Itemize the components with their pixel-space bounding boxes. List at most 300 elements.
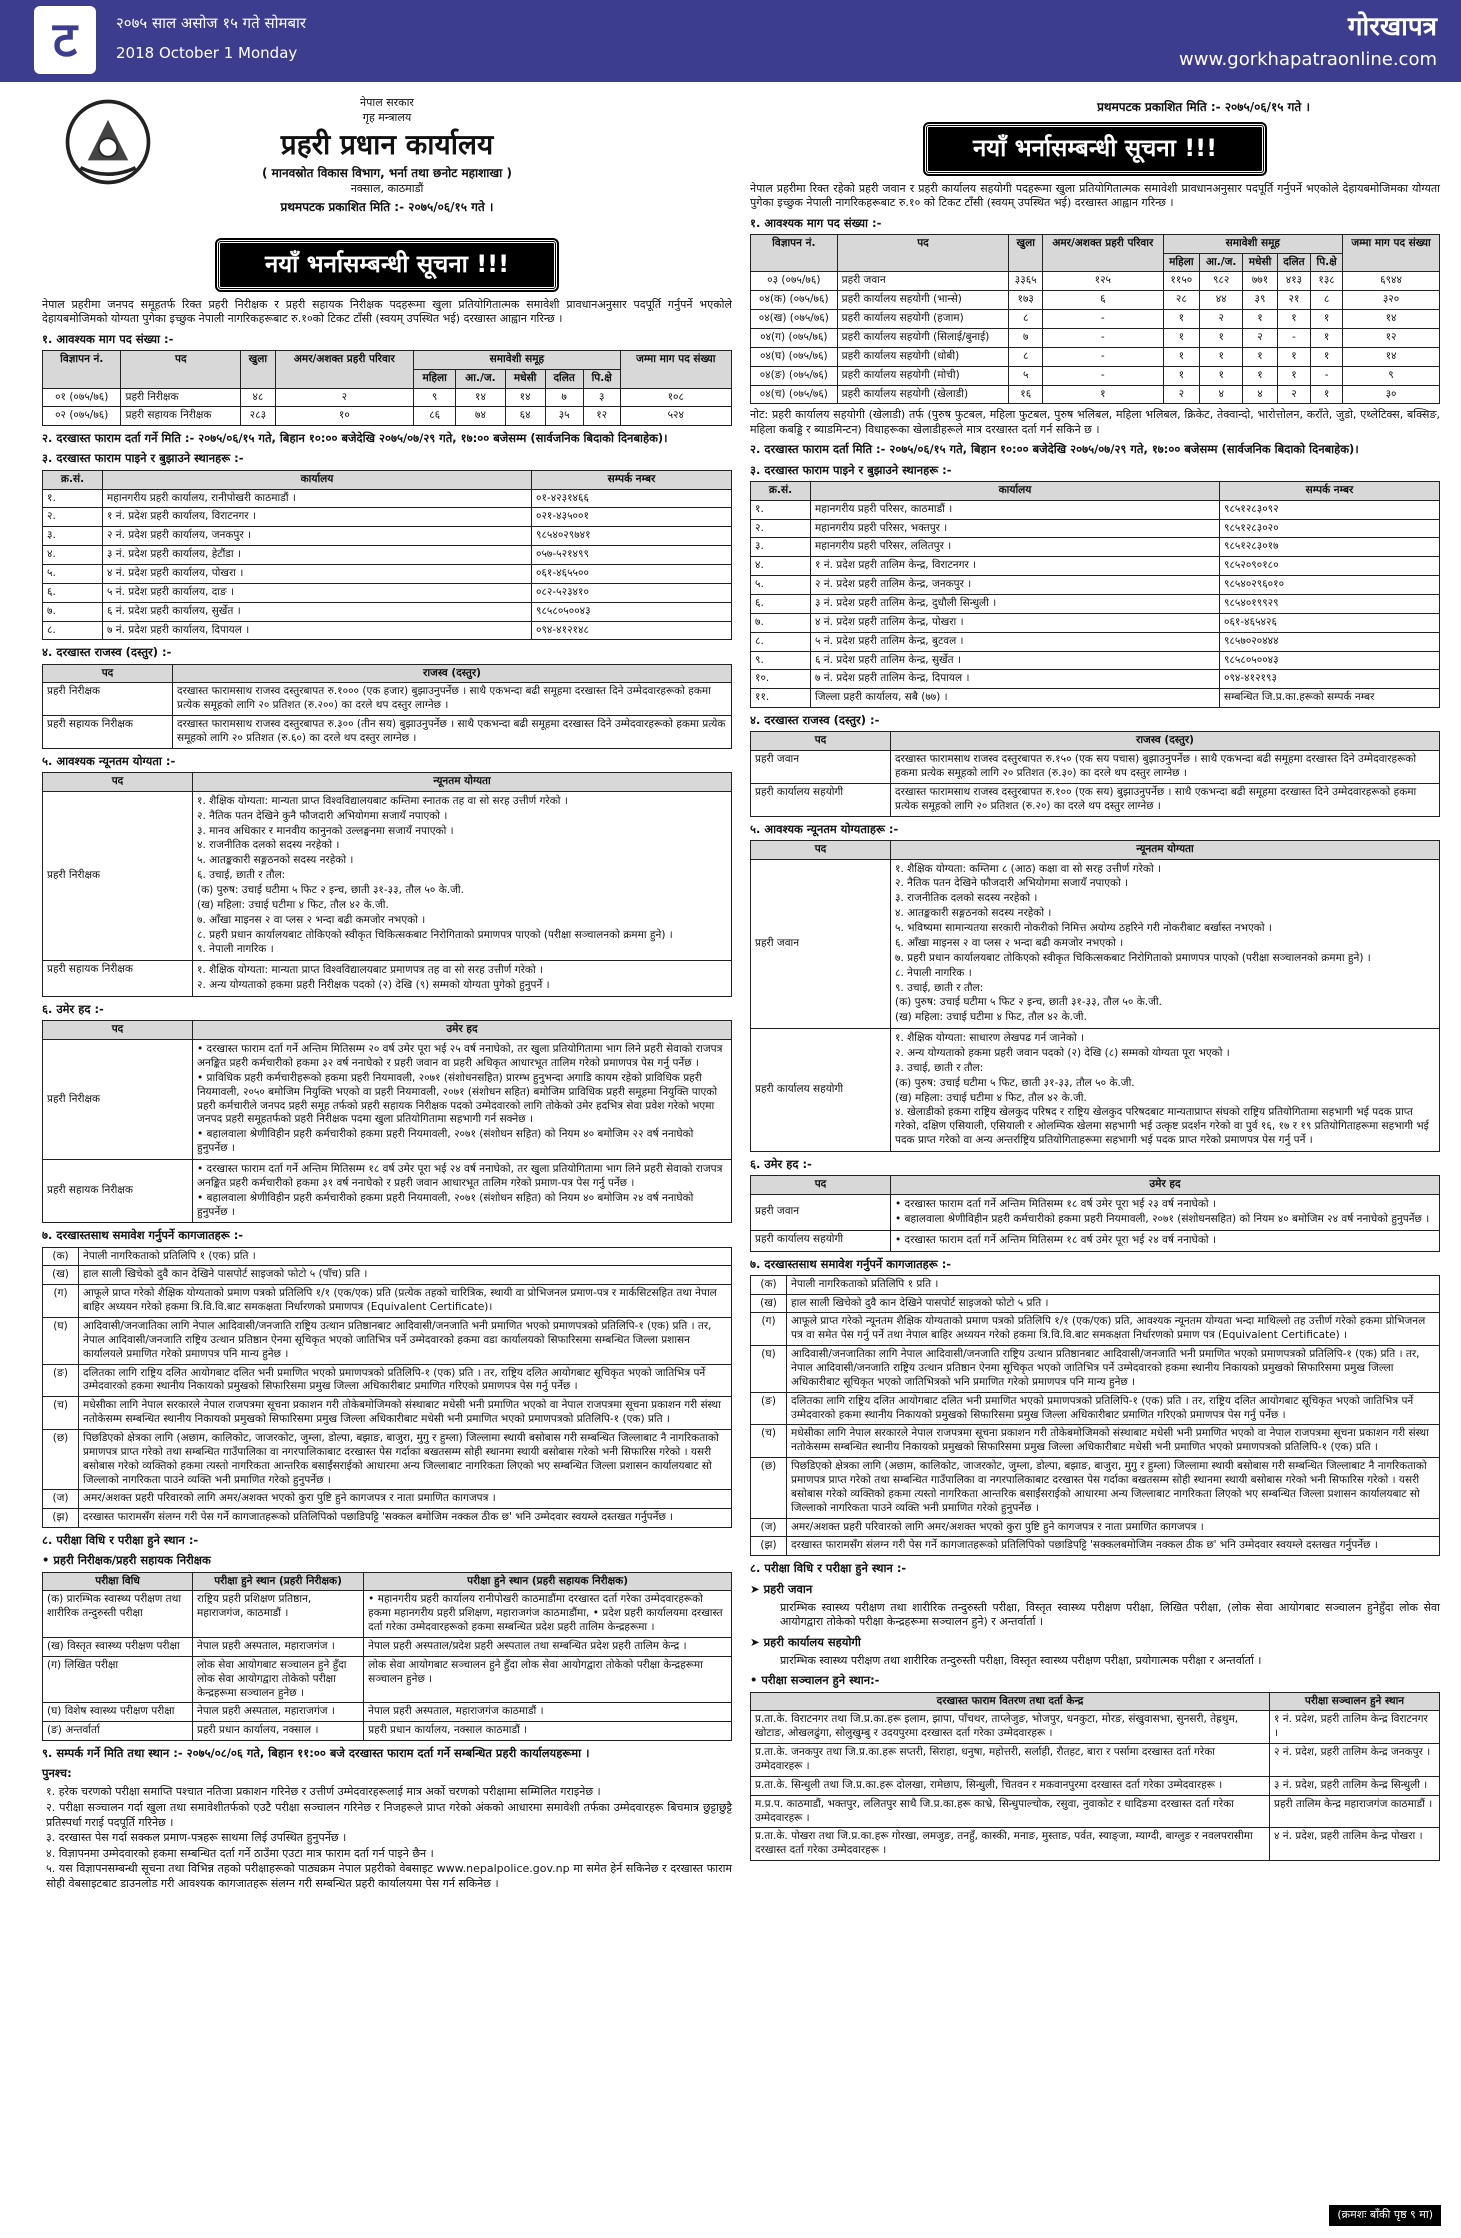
table-row [751,557,1440,576]
table-row [43,1656,732,1703]
table-cell: (ख) विस्तृत स्वास्थ्य परीक्षण परीक्षा [43,1637,193,1656]
list-item: २. अन्य योग्यताको हकमा प्रहरी जवान पदको (२) देखि (८) सम्मको योग्यता पूरा भएको । [895,1046,1230,1059]
table-cell: ०५७-५२१४९९ [532,546,732,565]
table-cell: ०८२-५२३४१० [532,583,732,602]
table-cell: प्र.ता.के. विराटनगर तथा जि.प्र.का.हरू इलाम, झापा, पाँचथर, ताप्लेजुङ, भोजपुर, धनकुटा, मोरङ, संखुवासभा, सुनसरी, तेह्रथुम, खोटाङ, ओखलढुंगा, सोलुखुम्बु र उदयपुरमा दरखास्त दर्ता गरेका उम्मेदवारहरू । [751,1711,1270,1744]
table-cell: ४ नं. प्रदेश प्रहरी कार्यालय, पोखरा । [103,564,532,583]
notice-banner: नयाँ भर्नासम्बन्धी सूचना !!! [925,124,1265,174]
table-cell: ३ [583,388,620,407]
table-cell: प्रहरी कार्यालय सहयोगी (खेलाडी) [837,385,1009,404]
table-cell: (ग) लिखित परीक्षा [43,1656,193,1703]
table-row [43,602,732,621]
table-cell: (छ) [43,1430,79,1490]
table-cell: महानगरीय प्रहरी परिसर, भक्तपुर । [811,519,1220,538]
table-row [751,670,1440,689]
table-row [43,546,732,565]
table-cell: ९८५४०२९७४१ [532,527,732,546]
table-cell: हाल साली खिचेको दुवै कान देखिने पासपोर्ट साइजको फोटो ५ (पाँच) प्रति । [79,1266,732,1285]
list-item: • बहालवाला श्रेणीविहीन प्रहरी कर्मचारीको हकमा प्रहरी नियमावली, २०७१ (संशोधन सहित) को नियम ४० बमोजिम २४ वर्ष ननाघेको हुनुपर्नेछ । [197,1191,694,1218]
table-row [751,347,1440,366]
table-cell: प्रहरी कार्यालय सहयोगी [751,783,891,816]
nepal-emblem-icon [62,96,154,188]
table-row [751,385,1440,404]
table-cell: १० [275,407,413,426]
table-cell: प्रहरी सहायक निरीक्षक [121,407,241,426]
list-item: ९. उचाई, छाती र तौल: [895,981,984,994]
list-item: ३. दरखास्त पेस गर्दा सक्कल प्रमाण-पत्रहरू साथमा लिई उपस्थित हुनुपर्नेछ । [46,1831,347,1845]
table-cell: ८. [751,632,811,651]
table-cell: नेपाल प्रहरी अस्पताल, महाराजगंज काठमाडौं । [364,1703,732,1722]
table-cell: ३२० [1343,291,1440,310]
table-cell: ८. [43,621,103,640]
table-row [751,613,1440,632]
table-cell: (ख) [43,1266,79,1285]
section-heading: ४. दरखास्त राजस्व (दस्तुर) :- [750,713,880,728]
ministry-line: गृह मन्त्रालय [362,110,412,124]
table-row [751,1392,1440,1425]
table-cell: दरखास्त फारामसँग संलग्न गरी पेस गर्ने कागजातहरूको प्रतिलिपिको पछाडिपट्टि 'सक्कलबमोजिम नक्कल ठीक छ' भनि उम्मेदवार स्वयम्ले दस्तखत गर्नुपर्नेछ । [787,1537,1440,1556]
table-cell: १ नं. प्रदेश प्रहरी तालिम केन्द्र, विराटनगर । [811,557,1220,576]
table-cell: (झ) [43,1509,79,1528]
table-cell: प्र.ता.के. पोखरा तथा जि.प्र.का.हरू गोरखा, लमजुङ, तनहुँ, कास्की, मनाङ, मुस्ताङ, पर्वत, स्याङ्जा, म्याग्दी, बाग्लुङ र नवलपरासीमा दरखास्त दर्ता गरेका उम्मेदवारहरू । [751,1828,1270,1861]
table-cell: ६४ [505,407,545,426]
table-cell: अमर/अशक्त प्रहरी परिवारको लागि अमर/अशक्त भएको कुरा पुष्टि हुने कागजपत्र र नाता प्रमाणित कागजपत्र । [79,1490,732,1509]
age-table: पद उमेर हद प्रहरी निरीक्षक • दरखास्त फाराम दर्ता गर्ने अन्तिम मितिसम्म २० वर्ष उमेर पूरा भई २५ वर्ष ननाघेको, तर खुला प्रतियोगितामा भाग लिने प्रहरी सेवाको राजपत्र अनङ्कित प्रहरी कर्मचारीको हकमा ३२ वर्ष ननाघेको र प्रहरी जवान वा प्रहरी अधिकृत आधारभूत तालिम गरेको प्रमाणपत्र पेस गर्नु पर्नेछ । • प्राविधिक प्रहरी कर्मचारीहरूको हकमा प्रहरी नियमावली, २०७१ (संशोधनसहित) प्रारम्भ हुनुभन्दा अगाडि कायम रहेको प्राविधिक प्रहरी नियमावली, २०५० बमोजिम नियुक्ति भएको वा प्रहरी नियमावली, २०७१ (संशोधन सहित) बमोजिम प्राविधिक प्रहरी समूहमा नियुक्ति पाएको प्रहरी कर्मचारीले जनपद प्रहरी समूह तर्फको प्रहरी सहायक निरीक्षक पदको उम्मेदवारको लागि तोकेको उमेर हदभित्र सेवा प्रवेश गरेको भएमा जनपद प्रहरी समूहतर्फको प्रहरी निरीक्षक पदमा खुला प्रतियोगितामा सहभागी गर्न सक्नेछ । • बहालवाला श्रेणीविहीन प्रहरी कर्मचारीको हकमा प्रहरी नियमावली, २०७१ (संशोधन सहित) को नियम ४० बमोजिम २२ वर्ष ननाघेको हुनुपर्नेछ । प्रहरी सहायक निरीक्षक • दरखास्त फाराम दर्ता गर्ने अन्तिम मितिसम्म १८ वर्ष उमेर पूरा भई २४ वर्ष ननाघेको, तर खुला प्रतियोगितामा भाग लिने प्रहरी सेवाको राजपत्र अनङ्कित प्रहरी कर्मचारीको हकमा ३१ वर्ष ननाघेको र प्रहरी जवान आधारभूत तालिम गरेको प्रमाण-पत्र पेस गर्नु पर्नेछ । • बहालवाला श्रेणीविहीन प्रहरी कर्मचारीको हकमा प्रहरी नियमावली, २०७१ (संशोधन सहित) को नियम ४० बमोजिम २४ वर्ष ननाघेको हुनुपर्नेछ । [42,1020,732,1223]
table-cell: १०८ [620,388,731,407]
office-table: क्र.सं. कार्यालय सम्पर्क नम्बर १. महानगरीय प्रहरी कार्यालय, रानीपोखरी काठमाडौं । ०१-४२३१४६६ २. १ नं. प्रदेश प्रहरी कार्यालय, विराटनगर । ०२१-४३५००१ ३. २ नं. प्रदेश प्रहरी कार्यालय, जनकपुर । ९८५४०२९७४१ ४. ३ नं. प्रदेश प्रहरी कार्यालय, हेटौंडा । ०५७-५२१४९९ ५. ४ नं. प्रदेश प्रहरी कार्यालय, पोखरा । ०६१-४६५५०० ६. ५ नं. प्रदेश प्रहरी कार्यालय, दाङ । ०८२-५२३४१० ७. ६ नं. प्रदेश प्रहरी कार्यालय, सुर्खेत । ९८५८०५००४३ ८. ७ नं. प्रदेश प्रहरी कार्यालय, दिपायल । ०९४-४१२१४८ [42,470,732,641]
table-cell: नेपाल प्रहरी अस्पताल/प्रदेश प्रहरी अस्पताल तथा सम्बन्धित प्रदेश प्रहरी तालिम केन्द्र । [364,1637,732,1656]
table-row [751,310,1440,329]
table-cell: दरखास्त फारामसँग संलग्न गरी पेस गर्ने कागजातहरूको प्रतिलिपिको पछाडिपट्टि 'सक्कल बमोजिम नक्कल ठीक छ' भनि उम्मेदवार स्वयम्ले दस्तखत गर्नुपर्नेछ । [79,1509,732,1528]
notes-list [42,1785,732,1891]
table-cell: ०४(ङ) (०७५/७६) [751,366,838,385]
list-item: ८. प्रहरी प्रधान कार्यालयबाट तोकिएको स्वीकृत चिकित्सकबाट निरोगिताको प्रमाणपत्र पाएको (परीक्षा सञ्चालनको क्रममा हुने) । [197,928,673,941]
table-cell: १ [1163,347,1200,366]
table-cell: ६. [751,594,811,613]
table-cell: ०१-४२३१४६६ [532,489,732,508]
demand-table: विज्ञापन नं. पद खुला अमर/अशक्त प्रहरी परिवार समावेशी समूह जम्मा माग पद संख्या महिला आ./ज. मधेसी दलित पि.क्षे ०१ (०७५/७६) प्रहरी निरीक्षक ४८ २ ९ १४ १४ ७ ३ १०८ ०२ (०७५/७६) प्रहरी सहायक निरीक्षक २८३ १० ८६ ७४ ६४ ३५ १२ ५२४ [42,350,732,426]
table-cell: १ [1163,329,1200,348]
list-item: ८. नेपाली नागरिक । [895,966,972,979]
list-item: (क) पुरुष: उचाई घटीमा ५ फिट २ इन्च, छाती ३१-३३, तौल ५० के.जी. [197,884,464,897]
table-cell: आदिवासी/जनजातिका लागि नेपाल आदिवासी/जनजाति राष्ट्रिय उत्थान प्रतिष्ठानबाट आदिवासी/जनजाति भनी प्रमाणित भएको प्रमाणपत्रको प्रतिलिपि-१ (एक) प्रति । तर, नेपाल आदिवासी/जनजाति राष्ट्रिय उत्थान प्रतिष्ठान ऐनमा सूचिकृत भएको जातिभित्र पर्ने उम्मेदवारको हकमा स्थानीय निकायको प्रमुखको सिफारिसमा प्रमुख जिल्ला अधिकारीबाट सूचिकृत भएको जातिभित्रको भनि प्रमाणित गरेको प्रमाणपत्र पनि मान्य हुनेछ । [787,1346,1440,1393]
paper-url[interactable]: www.gorkhapatraonline.com [1179,49,1437,70]
list-item: ६. उचाई, छाती र तौल: [197,869,286,882]
section-heading: २. दरखास्त फाराम दर्ता गर्ने मिति :- २०७५/०६/१५ गते, बिहान १०:०० बजेदेखि २०७५/०७/२९ गते, १७:०० बजेसम्म (सार्वजनिक बिदाको दिनबाहेक)। [42,431,668,446]
table-row [751,783,1440,816]
table-cell: लोक सेवा आयोगबाट सञ्चालन हुने हुँदा लोक सेवा आयोगद्वारा तोकेको परीक्षा केन्द्रहरूमा सञ्चालन हुनेछ । [193,1656,364,1703]
list-item: २. अन्य योग्यताको हकमा प्रहरी निरीक्षक पदको (२) देखि (९) सम्मको योग्यता पुगेको हुनुपर्ने । [197,979,550,992]
table-cell: सम्बन्धित जि.प्र.का.हरूको सम्पर्क नम्बर [1220,689,1440,708]
table-cell: १४ [1343,310,1440,329]
table-cell: ९८५१२८३०९२ [1220,500,1440,519]
table-cell: १ [1311,310,1343,329]
table-cell: २ [1200,310,1243,329]
table-cell: प्रहरी कार्यालय सहयोगी (सिलाई/बुनाई) [837,329,1009,348]
table-cell: ५ नं. प्रदेश प्रहरी कार्यालय, दाङ । [103,583,532,602]
table-cell: ९८५८०५००४३ [532,602,732,621]
table-row [43,716,732,749]
table-row [43,407,732,426]
masthead-date-en: 2018 October 1 Monday [116,44,298,62]
table-cell: १ [1243,366,1278,385]
table-cell: (च) [43,1397,79,1430]
list-item: (क) पुरुष: उचाई घटीमा ५ फिट २ इन्च, छाती ३१-३३, तौल ५० के.जी. [895,996,1162,1009]
table-cell: २ नं. प्रदेश, प्रहरी तालिम केन्द्र जनकपुर । [1270,1744,1440,1777]
demand-table: विज्ञापन नं. पद खुला अमर/अशक्त प्रहरी परिवार समावेशी समूह जम्मा माग पद संख्या महिला आ./ज. मधेसी दलित पि.क्षे ०३ (०७५/७६) प्रहरी जवान ३३६५ १२५ ११५० ९८२ ७७१ ४१३ १३८ ६९४४ ०४(क) (०७५/७६) प्रहरी कार्यालय सहयोगी (भान्से) १७३ ६ २८ ४४ ३९ २१ ८ ३२० ०४(ख) (०७५/७६) प्रहरी कार्यालय सहयोगी (हजाम) ८ - १ २ १ १ १ १४ ०४(ग) (०७५/७६) प्रहरी कार्यालय सहयोगी (सिलाई/बुनाई) ७ - १ १ २ - १ १२ ०४(घ) (०७५/७६) प्रहरी कार्यालय सहयोगी (धोबी) ८ - १ १ १ १ १ १४ ०४(ङ) (०७५/७६) प्रहरी कार्यालय सहयोगी (मोची) ५ - १ १ १ १ - ९ ०४(च) (०७५/७६) प्रहरी कार्यालय सहयोगी (खेलाडी) १६ १ २ ४ ४ २ १ ३० [750,234,1440,405]
table-cell: (घ) विशेष स्वास्थ्य परीक्षण परीक्षा [43,1703,193,1722]
table-cell: ९८५१२८३०१७ [1220,538,1440,557]
table-cell: २ नं. प्रदेश प्रहरी तालिम केन्द्र, जनकपुर । [811,576,1220,595]
table-row [751,1537,1440,1556]
qualification-table: पद न्यूनतम योग्यता प्रहरी जवान १. शैक्षिक योग्यता: कम्तिमा ८ (आठ) कक्षा वा सो सरह उत्तीर्ण गरेको । २. नैतिक पतन देखिने फौजदारी अभियोगमा सजायँ नपाएको । ३. राजनीतिक दलको सदस्य नरहेको । ४. आतङ्ककारी सङ्गठनको सदस्य नरहेको । ५. भविष्यमा सामान्यतया सरकारी नोकरीको निमित्त अयोग्य ठहरिने गरी नोकरीबाट बर्खास्त नभएको । ६. आँखा माइनस २ वा प्लस २ भन्दा बढी कमजोर नभएको । ७. प्रहरी प्रधान कार्यालयबाट तोकिएको स्वीकृत चिकित्सकबाट निरोगिताको प्रमाणपत्र पाएको (परीक्षा सञ्चालनको क्रममा हुने) । ८. नेपाली नागरिक । ९. उचाई, छाती र तौल: (क) पुरुष: उचाई घटीमा ५ फिट २ इन्च, छाती ३१-३३, तौल ५० के.जी. (ख) महिला: उचाई घटीमा ४ फिट, तौल ४२ के.जी. प्रहरी कार्यालय सहयोगी १. शैक्षिक योग्यता: साधारण लेखपढ गर्न जानेको । २. अन्य योग्यताको हकमा प्रहरी जवान पदको (२) देखि (८) सम्मको योग्यता पूरा भएको । ३. उचाई, छाती र तौल: (क) पुरुष: उचाई घटीमा ५ फिट, छाती ३१-३३, तौल ५० के.जी. (ख) महिला: उचाई घटीमा ४ फिट, तौल ४२ के.जी. ४. खेलाडीको हकमा राष्ट्रिय खेलकुद परिषद र राष्ट्रिय खेलकुद परिषदबाट मान्यताप्राप्त संघको राष्ट्रिय प्रतियोगितामा सहभागी भई पदक प्राप्त गरेको, दक्षिण एसियाली, एसियाली र ओलम्पिक खेलमा सहभागी भई उत्कृष्ट प्रदर्शन गरेको वा पुर्व १६, १७ र १९ प्रतियोगिताहरूमा सहभागी भई पदक प्राप्त गरेको वा अन्य अन्तर्राष्ट्रिय प्रतियोगिताहरूमा सहभागी भई पदक प्राप्त गरेको प्रमाणपत्र पेस गर्नु पर्ने । [750,840,1440,1152]
table-cell: (छ) [751,1458,787,1518]
table-cell: (ज) [43,1490,79,1509]
table-cell: प्रहरी कार्यालय सहयोगी (हजाम) [837,310,1009,329]
table-cell: ४ नं. प्रदेश प्रहरी तालिम केन्द्र, पोखरा । [811,613,1220,632]
table-cell: ८ [1009,310,1043,329]
table-row [751,500,1440,519]
table-row [751,1518,1440,1537]
table-cell: (ग) [751,1313,787,1346]
table-cell: १ [1311,347,1343,366]
table-cell: म.प्र.प. काठमाडौं, भक्तपुर, ललितपुर साथै जि.प्र.का.हरू काभ्रे, सिन्धुपाल्चोक, रसुवा, नुवाकोट र धादिङमा दरखास्त दर्ता गरेका उम्मेदवारहरू । [751,1795,1270,1828]
table-cell: ४. [751,557,811,576]
continued-note: (क्रमशः बाँकी पृष्ठ ९ मा) [1329,2205,1441,2226]
table-cell: ९. [751,651,811,670]
right-notice [750,96,1440,1861]
table-row [43,1397,732,1430]
table-cell: - [1311,366,1343,385]
table-row [43,1637,732,1656]
section-heading: ३. दरखास्त फाराम पाइने र बुझाउने स्थानहरू :- [750,462,952,477]
table-cell: १३८ [1311,272,1343,291]
table-cell: ०४(ग) (०७५/७६) [751,329,838,348]
table-row [751,272,1440,291]
table-cell: ४८ [241,388,276,407]
table-cell: ११. [751,689,811,708]
list-item: ४. राजनीतिक दलको सदस्य नरहेको । [197,839,340,852]
table-cell: (घ) [751,1346,787,1393]
list-item: • बहालवाला श्रेणीविहीन प्रहरी कर्मचारीको हकमा प्रहरी नियमावली, २०७१ (संशोधन सहित) को नियम ४० बमोजिम २२ वर्ष ननाघेको हुनुपर्नेछ । [197,1128,694,1155]
table-cell: १२५ [1043,272,1163,291]
table-cell: (ख) [751,1294,787,1313]
table-cell: दरखास्त फारामसाथ राजस्व दस्तुरबापत रु.१०० (एक सय) बुझाउनुपर्नेछ । साथै एकभन्दा बढी समूहमा दरखास्त दिने उम्मेदवारहरूको हकमा प्रत्येक समूहको लागि २० प्रतिशत (रु.२०) का दरले थप दस्तुर लाग्नेछ । [891,783,1440,816]
table-cell: प्रहरी कार्यालय सहयोगी (भान्से) [837,291,1009,310]
table-row [751,632,1440,651]
table-cell: जिल्ला प्रहरी कार्यालय, सबै (७७) । [811,689,1220,708]
table-row [751,651,1440,670]
table-cell: (क) प्रारम्भिक स्वास्थ्य परीक्षण तथा शारीरिक तन्दुरुस्ती परीक्षा [43,1591,193,1638]
table-cell: दरखास्त फारामसाथ राजस्व दस्तुरबापत रु.१००० (एक हजार) बुझाउनुपर्नेछ । साथै एकभन्दा बढी समूहमा दरखास्त दिने उम्मेदवारहरूको हकमा प्रत्येक समूहको लागि २० प्रतिशत (रु.२००) का दरले थप दस्तुर लाग्नेछ । [173,683,732,716]
table-row [43,1318,732,1365]
list-item: ५. आतङ्ककारी सङ्गठनको सदस्य नरहेको । [197,854,354,867]
table-cell: १. [751,500,811,519]
place-line: नक्साल, काठमाडौं [350,181,424,195]
table-row [43,1591,732,1638]
table-row [751,366,1440,385]
fee-table: पद राजस्व (दस्तुर) प्रहरी निरीक्षक दरखास्त फारामसाथ राजस्व दस्तुरबापत रु.१००० (एक हजार) बुझाउनुपर्नेछ । साथै एकभन्दा बढी समूहमा दरखास्त दिने उम्मेदवारहरूको हकमा प्रत्येक समूहको लागि २० प्रतिशत (रु.२००) का दरले थप दस्तुर लाग्नेछ । प्रहरी सहायक निरीक्षक दरखास्त फारामसाथ राजस्व दस्तुरबापत रु.३०० (तीन सय) बुझाउनुपर्नेछ । साथै एकभन्दा बढी समूहमा दरखास्त दिने उम्मेदवारहरूको हकमा प्रत्येक समूहको लागि २० प्रतिशत (रु.६०) का दरले थप दस्तुर लाग्नेछ । [42,664,732,749]
list-item: ३. राजनीतिक दलको सदस्य नरहेको । [895,892,1038,905]
table-cell: नेपाली नागरिकताको प्रतिलिपि १ (एक) प्रति । [79,1247,732,1266]
table-cell: - [1043,329,1163,348]
table-cell: आफूले प्राप्त गरेको न्यूनतम शैक्षिक योग्यताको प्रमाण पत्रको प्रतिलिपि १/१ (एक/एक) प्रति, आवश्यक न्यूनतम योग्यता भन्दा माथिल्लो तह उत्तीर्ण गरेको हकमा प्रोभिजनल पत्र वा समेत पेस गर्नु पर्ने तथा नेपाल बाहिर अध्ययन गरेको हकमा त्रि.वि.वि.बाट समकक्षता निर्धारणको प्रमाण पत्र (Equivalent Certificate) । [787,1313,1440,1346]
table-row [43,1722,732,1741]
table-row [751,1744,1440,1777]
table-cell: ७ नं. प्रदेश प्रहरी कार्यालय, दिपायल । [103,621,532,640]
list-item: २. नैतिक पतन देखिने कुनै फौजदारी अभियोगमा सजायँ नपाएको । [197,809,448,822]
table-cell: ७. [751,613,811,632]
list-item: १. शैक्षिक योग्यता: कम्तिमा ८ (आठ) कक्षा वा सो सरह उत्तीर्ण गरेको । [895,862,1162,875]
table-row [751,1294,1440,1313]
section-heading: ४. दरखास्त राजस्व (दस्तुर) :- [42,645,172,660]
table-row [43,489,732,508]
table-row [43,1509,732,1528]
table-cell: (झ) [751,1537,787,1556]
table-row [43,1703,732,1722]
table-cell: ७ नं. प्रदेश प्रहरी तालिम केन्द्र, दिपायल । [811,670,1220,689]
section-heading: ६. उमेर हद :- [42,1002,104,1017]
table-cell: ३३६५ [1009,272,1043,291]
list-item: • दरखास्त फाराम दर्ता गर्ने अन्तिम मितिसम्म २० वर्ष उमेर पूरा भई २५ वर्ष ननाघेको, तर खुला प्रतियोगितामा भाग लिने प्रहरी सेवाको राजपत्र अनङ्कित प्रहरी कर्मचारीको हकमा ३२ वर्ष ननाघेको र प्रहरी जवान वा प्रहरी अधिकृत आधारभूत तालिम गरेको प्रमाणपत्र पेस गर्नु पर्नेछ । [197,1043,723,1069]
table-row [43,683,732,716]
list-item: • प्राविधिक प्रहरी कर्मचारीहरूको हकमा प्रहरी नियमावली, २०७१ (संशोधनसहित) प्रारम्भ हुनुभन्दा अगाडि कायम रहेको प्राविधिक प्रहरी नियमावली, २०५० बमोजिम नियुक्ति भएको वा प्रहरी नियमावली, २०७१ (संशोधन सहित) बमोजिम प्राविधिक प्रहरी समूहमा नियुक्ति पाएको प्रहरी कर्मचारीले जनपद प्रहरी समूह तर्फको प्रहरी सहायक निरीक्षक पदको उम्मेदवारको लागि तोकेको उमेर हदभित्र सेवा प्रवेश गरेको भएमा जनपद प्रहरी समूहतर्फको प्रहरी निरीक्षक पदमा खुला प्रतियोगितामा सहभागी गर्न सक्नेछ । [197,1071,718,1126]
table-cell: दरखास्त फारामसाथ राजस्व दस्तुरबापत रु.१५० (एक सय पचास) बुझाउनुपर्नेछ । साथै एकभन्दा बढी समूहमा दरखास्त दिने उम्मेदवारहरूको हकमा प्रत्येक समूहको लागि २० प्रतिशत (रु.३०) का दरले थप दस्तुर लाग्नेछ । [891,751,1440,784]
exam-sahayogi-title: ➤ प्रहरी कार्यालय सहयोगी [750,1634,861,1649]
list-item: (क) पुरुष: उचाई घटीमा ५ फिट, छाती ३१-३३, तौल ५० के.जी. [895,1076,1135,1089]
table-row [43,1364,732,1397]
table-cell: १ [1163,366,1200,385]
table-cell: प्रहरी तालिम केन्द्र महाराजगंज काठमाडौं । [1270,1795,1440,1828]
intro-text: नेपाल प्रहरीमा रिक्त रहेको प्रहरी जवान र प्रहरी कार्यालय सहयोगी पदहरूमा खुला प्रतियोगितात्मक समावेशी प्रावधानअनुसार पदपूर्ति गर्नुपर्ने भएकोले देहायबमोजिमका योग्यता पुगेका इच्छुक नेपाली नागरिकहरूबाट रु.१० को टिकट टाँसी (स्वयम् उपस्थित भई) दरखास्त आह्वान गरिन्छ । [750,181,1440,210]
table-row [43,621,732,640]
table-row [751,1711,1440,1744]
table-cell: प्रहरी निरीक्षक [121,388,241,407]
table-cell: २८ [1163,291,1200,310]
table-cell: नेपाल प्रहरी अस्पताल, महाराजगंज । [193,1637,364,1656]
exam-jawan-text: प्रारम्भिक स्वास्थ्य परीक्षण तथा शारीरिक तन्दुरुस्ती परीक्षा, विस्तृत स्वास्थ्य परीक्षण परीक्षा, लिखित परीक्षा, (लोक सेवा आयोगबाट सञ्चालन हुनेहुँदा लोक सेवा आयोगद्वारा तोकेको परीक्षा केन्द्रहरूमा सञ्चालन हुने) र अन्तर्वार्ता । [780,1600,1440,1629]
paper-logo: ट [34,6,96,74]
table-row [43,1285,732,1318]
table-cell: नेपाली नागरिकताको प्रतिलिपि १ प्रति । [787,1275,1440,1294]
publish-date: प्रथमपटक प्रकाशित मिति :- २०७५/०६/१५ गते । [280,200,494,215]
table-cell: ६ [1043,291,1163,310]
table-cell: आदिवासी/जनजातिका लागि नेपाल आदिवासी/जनजाति राष्ट्रिय उत्थान प्रतिष्ठानबाट आदिवासी/जनजाति भनी प्रमाणित भएको प्रमाणपत्रको प्रतिलिपि-१ (एक) प्रति । तर, नेपाल आदिवासी/जनजाति राष्ट्रिय उत्थान प्रतिष्ठान ऐनमा सूचिकृत भएको जातिभित्र पर्ने उम्मेदवारको हकमा वडा कार्यालयको सिफारिसमा सम्बन्धित जिल्ला प्रशासन कार्यालयले प्रमाणित गरेको प्रमाणपत्र पनि मान्य हुनेछ । [79,1318,732,1365]
table-cell: (ज) [751,1518,787,1537]
table-cell: ६९४४ [1343,272,1440,291]
table-row [751,594,1440,613]
table-cell: १४ [1343,347,1440,366]
table-cell: (क) [43,1247,79,1266]
table-cell: १ [1200,347,1243,366]
table-cell: मधेसीका लागि नेपाल सरकारले नेपाल राजपत्रमा सूचना प्रकाशन गरी तोकेबमोजिमको संस्थाबाट मधेसी भनी प्रमाणित भएको वा नेपाल राजपत्रमा सूचना प्रकाशन गरी संस्था नतोकेसम्म सम्बन्धित स्थानीय निकायको प्रमुखको सिफारिसमा प्रमुख जिल्ला अधिकारीबाट मधेसी भनी प्रमाणित भएको प्रमाणपत्रको प्रतिलिपि-१ (एक) प्रति । [787,1425,1440,1458]
table-cell: १ [1243,310,1278,329]
list-item: १. शैक्षिक योग्यता: मान्यता प्राप्त विश्वविद्यालयबाट कम्तिमा स्नातक तह वा सो सरह उत्तीर्ण गरेको । [197,794,568,807]
table-cell: १७३ [1009,291,1043,310]
table-cell: १ [1043,385,1163,404]
table-row [751,1275,1440,1294]
table-cell: ७४ [456,407,506,426]
table-cell: आफूले प्राप्त गरेको शैक्षिक योग्यताको प्रमाण पत्रको प्रतिलिपि १/१ (एक/एक) प्रति (प्रत्येक तहको चारित्रिक, स्थायी वा प्रोभिजनल प्रमाण-पत्र र मार्कसिटसहित तथा नेपाल बाहिर अध्ययन गरेको हकमा त्रि.वि.वि.बाट समकक्षता निर्धारणको प्रमाणपत्र (Equivalent Certificate)। [79,1285,732,1318]
table-cell: ०२ (०७५/७६) [43,407,121,426]
table-row [43,1266,732,1285]
exam-place-title: • परीक्षा सञ्चालन हुने स्थान:- [750,1673,880,1688]
table-cell: ५ [1009,366,1043,385]
table-cell: ६. [43,583,103,602]
table-cell: १ [1200,366,1243,385]
list-item: ५. भविष्यमा सामान्यतया सरकारी नोकरीको निमित्त अयोग्य ठहरिने गरी नोकरीबाट बर्खास्त नभएको । [895,922,1272,935]
list-item: ७. प्रहरी प्रधान कार्यालयबाट तोकिएको स्वीकृत चिकित्सकबाट निरोगिताको प्रमाणपत्र पाएको (परीक्षा सञ्चालनको क्रममा हुने) । [895,951,1371,964]
table-cell: हाल साली खिचेको दुवै कान देखिने पासपोर्ट साइजको फोटो ५ प्रति । [787,1294,1440,1313]
table-cell: २. [43,508,103,527]
list-item: १. शैक्षिक योग्यता: मान्यता प्राप्त विश्वविद्यालयबाट प्रमाणपत्र तह वा सो सरह उत्तीर्ण गरेको । [197,964,544,977]
table-cell: ९८५४०२९६०१० [1220,576,1440,595]
table-cell: महानगरीय प्रहरी परिसर, ललितपुर । [811,538,1220,557]
table-cell: १ [1277,366,1310,385]
qualification-table: पद न्यूनतम योग्यता प्रहरी निरीक्षक १. शैक्षिक योग्यता: मान्यता प्राप्त विश्वविद्यालयबाट कम्तिमा स्नातक तह वा सो सरह उत्तीर्ण गरेको । २. नैतिक पतन देखिने कुनै फौजदारी अभियोगमा सजायँ नपाएको । ३. मानव अधिकार र मानवीय कानुनको उल्लङ्घनमा सजायँ नपाएको । ४. राजनीतिक दलको सदस्य नरहेको । ५. आतङ्ककारी सङ्गठनको सदस्य नरहेको । ६. उचाई, छाती र तौल: (क) पुरुष: उचाई घटीमा ५ फिट २ इन्च, छाती ३१-३३, तौल ५० के.जी. (ख) महिला: उचाई घटीमा ४ फिट, तौल ४२ के.जी. ७. आँखा माइनस २ वा प्लस २ भन्दा बढी कमजोर नभएको । ८. प्रहरी प्रधान कार्यालयबाट तोकिएको स्वीकृत चिकित्सकबाट निरोगिताको प्रमाणपत्र पाएको (परीक्षा सञ्चालनको क्रममा हुने) । ९. नेपाली नागरिक । प्रहरी सहायक निरीक्षक १. शैक्षिक योग्यता: मान्यता प्राप्त विश्वविद्यालयबाट प्रमाणपत्र तह वा सो सरह उत्तीर्ण गरेको । २. अन्य योग्यताको हकमा प्रहरी निरीक्षक पदको (२) देखि (९) सम्मको योग्यता पुगेको हुनुपर्ने । [42,772,732,997]
list-item: • दरखास्त फाराम दर्ता गर्ने अन्तिम मितिसम्म १८ वर्ष उमेर पूरा भई २४ वर्ष ननाघेको । [895,1233,1216,1246]
table-cell: २८३ [241,407,276,426]
table-cell: ८ [1009,347,1043,366]
section-heading: ७. दरखास्तसाथ समावेश गर्नुपर्ने कागजातहरू :- [750,1256,952,1271]
table-cell: ९८५७०२०४४४ [1220,632,1440,651]
paper-name: गोरखापत्र [1347,12,1437,42]
table-cell: महानगरीय प्रहरी कार्यालय, रानीपोखरी काठमाडौं । [103,489,532,508]
table-row [751,291,1440,310]
table-row [751,1346,1440,1393]
table-cell: ७७१ [1243,272,1278,291]
table-cell: १२ [583,407,620,426]
office-title: प्रहरी प्रधान कार्यालय [280,128,494,162]
table-cell: (च) [751,1425,787,1458]
notes-title: पुनश्च: [42,1766,72,1781]
table-cell: - [1277,329,1310,348]
section-subheading: • प्रहरी निरीक्षक/प्रहरी सहायक निरीक्षक [42,1553,211,1568]
table-cell: ६ नं. प्रदेश प्रहरी तालिम केन्द्र, सुर्खेत । [811,651,1220,670]
office-table: क्र.सं. कार्यालय सम्पर्क नम्बर १. महानगरीय प्रहरी परिसर, काठमाडौं । ९८५१२८३०९२ २. महानगरीय प्रहरी परिसर, भक्तपुर । ९८५१२८३०२० ३. महानगरीय प्रहरी परिसर, ललितपुर । ९८५१२८३०१७ ४. १ नं. प्रदेश प्रहरी तालिम केन्द्र, विराटनगर । ९८५२०९०१८० ५. २ नं. प्रदेश प्रहरी तालिम केन्द्र, जनकपुर । ९८५४०२९६०१० ६. ३ नं. प्रदेश प्रहरी तालिम केन्द्र, दुधौली सिन्धुली । ९८५४०१९९२९ ७. ४ नं. प्रदेश प्रहरी तालिम केन्द्र, पोखरा । ०६१-४६५४२६ ८. ५ नं. प्रदेश प्रहरी तालिम केन्द्र, बुटवल । ९८५७०२०४४४ ९. ६ नं. प्रदेश प्रहरी तालिम केन्द्र, सुर्खेत । ९८५८०५००४३ १०. ७ नं. प्रदेश प्रहरी तालिम केन्द्र, दिपायल । ०९४-४१२१९३ ११. जिल्ला प्रहरी कार्यालय, सबै (७७) । सम्बन्धित जि.प्र.का.हरूको सम्पर्क नम्बर [750,481,1440,708]
list-item: २. परीक्षा सञ्चालन गर्दा खुला तथा समावेशीतर्फको एउटै परीक्षा सञ्चालन गरिनेछ र निजहरूले प्राप्त गरेको अंकको आधारमा समावेशी तर्फका उम्मेदवारहरू बिचमात्र छुट्टाछुट्टै प्रतिस्पर्धा गराई पदपूर्ति गरिनेछ । [46,1800,732,1829]
table-cell: अमर/अशक्त प्रहरी परिवारको लागि अमर/अशक्त भएको कुरा पुष्टि हुने कागजपत्र र नाता प्रमाणित कागजपत्र । [787,1518,1440,1537]
table-cell: ९ [414,388,456,407]
table-cell: ३५ [545,407,583,426]
list-item: ९. नेपाली नागरिक । [197,943,274,956]
fee-table: पद राजस्व (दस्तुर) प्रहरी जवान दरखास्त फारामसाथ राजस्व दस्तुरबापत रु.१५० (एक सय पचास) बुझाउनुपर्नेछ । साथै एकभन्दा बढी समूहमा दरखास्त दिने उम्मेदवारहरूको हकमा प्रत्येक समूहको लागि २० प्रतिशत (रु.३०) का दरले थप दस्तुर लाग्नेछ । प्रहरी कार्यालय सहयोगी दरखास्त फारामसाथ राजस्व दस्तुरबापत रु.१०० (एक सय) बुझाउनुपर्नेछ । साथै एकभन्दा बढी समूहमा दरखास्त दिने उम्मेदवारहरूको हकमा प्रत्येक समूहको लागि २० प्रतिशत (रु.२०) का दरले थप दस्तुर लाग्नेछ । [750,731,1440,816]
table-cell: ६ नं. प्रदेश प्रहरी कार्यालय, सुर्खेत । [103,602,532,621]
table-cell: पिछडिएको क्षेत्रका लागि (अछाम, कालिकोट, जाजरकोट, जुम्ला, डोल्पा, बझाङ, बाजुरा, मुगु र हुम्ला) जिल्लामा स्थायी बसोबास गरी सम्बन्धित जिल्लाबाट नै नागरिकताको प्रमाणपत्र प्राप्त गरेको तथा सम्बन्धित गाउँपालिका वा नगरपालिकाबाट दरखास्त पेस गर्दाका बखतसम्म सोही स्थानमा स्थायी बसोबास गरेको भनी सिफारिस गरेको । यसरी बसोबास गरेको व्यक्तिको हकमा त्यस्तो नागरिकता आन्तरिक बसाईंसराईको आधारमा अन्य जिल्लाबाट नागरिकता लिएको भए सम्बन्धित जिल्ला प्रशासन कार्यालयबाट सो जिल्लाको नागरिकता पाउने व्यक्ति भनी प्रमाणित गरेको हुनुपर्नेछ । [79,1430,732,1490]
masthead [0,0,1461,82]
table-row [751,1458,1440,1518]
table-cell: २. [751,519,811,538]
table-cell: ७ [545,388,583,407]
exam-table: परीक्षा विधि परीक्षा हुने स्थान (प्रहरी निरीक्षक) परीक्षा हुने स्थान (प्रहरी सहायक निरीक्षक) (क) प्रारम्भिक स्वास्थ्य परीक्षण तथा शारीरिक तन्दुरुस्ती परीक्षा राष्ट्रिय प्रहरी प्रशिक्षण प्रतिष्ठान, महाराजगंज, काठमाडौं । • महानगरीय प्रहरी कार्यालय रानीपोखरी काठमाडौंमा दरखास्त दर्ता गरेका उम्मेदवारहरूको हकमा महानगरीय प्रहरी प्रशिक्षण, महाराजगंज काठमाडौंमा, • प्रदेश प्रहरी कार्यालयमा दरखास्त दर्ता गरेका उम्मेदवारहरूको हकमा सम्बन्धित प्रदेश प्रहरी तालिम केन्द्रहरूमा । (ख) विस्तृत स्वास्थ्य परीक्षण परीक्षा नेपाल प्रहरी अस्पताल, महाराजगंज । नेपाल प्रहरी अस्पताल/प्रदेश प्रहरी अस्पताल तथा सम्बन्धित प्रदेश प्रहरी तालिम केन्द्र । (ग) लिखित परीक्षा लोक सेवा आयोगबाट सञ्चालन हुने हुँदा लोक सेवा आयोगद्वारा तोकेको परीक्षा केन्द्रहरूमा सञ्चालन हुनेछ । लोक सेवा आयोगबाट सञ्चालन हुने हुँदा लोक सेवा आयोगद्वारा तोकेको परीक्षा केन्द्रहरूमा सञ्चालन हुनेछ । (घ) विशेष स्वास्थ्य परीक्षण परीक्षा नेपाल प्रहरी अस्पताल, महाराजगंज । नेपाल प्रहरी अस्पताल, महाराजगंज काठमाडौं । (ङ) अन्तर्वार्ता प्रहरी प्रधान कार्यालय, नक्साल । प्रहरी प्रधान कार्यालय, नक्साल काठमाडौं । [42,1572,732,1742]
table-cell: महानगरीय प्रहरी परिसर, काठमाडौं । [811,500,1220,519]
table-cell: २ [1163,385,1200,404]
table-cell: ५. [751,576,811,595]
table-cell: ०३ (०७५/७६) [751,272,838,291]
table-cell: १ [1311,385,1343,404]
list-item: (ख) महिला: उचाई घटीमा ४ फिट, तौल ४२ के.जी. [197,898,389,911]
table-cell: २ [1243,329,1278,348]
table-cell: ५२४ [620,407,731,426]
table-cell: ९८५१२८३०२० [1220,519,1440,538]
age-table: पद उमेर हद प्रहरी जवान • दरखास्त फाराम दर्ता गर्ने अन्तिम मितिसम्म १८ वर्ष उमेर पूरा भई २३ वर्ष ननाघेको । • बहालवाला श्रेणीविहीन प्रहरी कर्मचारीको हकमा प्रहरी नियमावली, २०७१ (संशोधनसहित) को नियम ४० बमोजिम २४ वर्ष ननाघेको हुनुपर्नेछ । प्रहरी कार्यालय सहयोगी • दरखास्त फाराम दर्ता गर्ने अन्तिम मितिसम्म १८ वर्ष उमेर पूरा भई २४ वर्ष ननाघेको । [750,1175,1440,1251]
table-cell: १ [1243,347,1278,366]
table-cell: दलितका लागि राष्ट्रिय दलित आयोगबाट दलित भनी प्रमाणित भएको प्रमाणपत्रको प्रतिलिपि-१ (एक) प्रति । तर, राष्ट्रिय दलित आयोगबाट सूचिकृत भएको जातिभित्र पर्ने उम्मेदवारको हकमा स्थानीय निकायको प्रमुखको सिफारिसमा प्रमुख जिल्ला अधिकारीबाट प्रमाणित गरिएको प्रमाणपत्र पेस गर्नु पर्नेछ । [787,1392,1440,1425]
section-heading: ९. सम्पर्क गर्ने मिति तथा स्थान :- २०७५/०८/०६ गते, बिहान ११:०० बजे दरखास्त फाराम दर्ता गर्ने सम्बन्धित प्रहरी कार्यालयहरूमा । [42,1746,590,1761]
list-item: • दरखास्त फाराम दर्ता गर्ने अन्तिम मितिसम्म १८ वर्ष उमेर पूरा भई २३ वर्ष ननाघेको । [895,1197,1216,1210]
table-cell: १०. [751,670,811,689]
table-cell: ०२१-४३५००१ [532,508,732,527]
table-cell: प्रहरी जवान [751,751,891,784]
table-cell: १४ [456,388,506,407]
table-cell: ९८५८०५००४३ [1220,651,1440,670]
table-cell: ३९ [1243,291,1278,310]
section-heading: ६. उमेर हद :- [750,1156,812,1171]
table-row [751,751,1440,784]
list-item: (ख) महिला: उचाई घटीमा ४ फिट, तौल ४२ के.जी. [895,1011,1087,1024]
table-cell: ०४(क) (०७५/७६) [751,291,838,310]
gov-line: नेपाल सरकार [360,96,414,109]
table-cell: प्रहरी प्रधान कार्यालय, नक्साल । [193,1722,364,1741]
table-cell: ५ नं. प्रदेश प्रहरी तालिम केन्द्र, बुटवल । [811,632,1220,651]
table-cell: ७. [43,602,103,621]
table-cell: ९८५२०९०१८० [1220,557,1440,576]
table-cell: ३. [43,527,103,546]
table-cell: ०९४-४१२१९३ [1220,670,1440,689]
table-cell: ०६१-४६५५०० [532,564,732,583]
section-heading: ८. परीक्षा विधि र परीक्षा हुने स्थान :- [750,1561,907,1576]
table-cell: ४४ [1200,291,1243,310]
table-cell: ४ [1200,385,1243,404]
table-cell: १ नं. प्रदेश प्रहरी कार्यालय, विराटनगर । [103,508,532,527]
table-cell: ११५० [1163,272,1200,291]
table-row [751,1828,1440,1861]
section-heading: ५. आवश्यक न्यूनतम योग्यता :- [42,753,176,768]
table-cell: - [1043,310,1163,329]
table-cell: • महानगरीय प्रहरी कार्यालय रानीपोखरी काठमाडौंमा दरखास्त दर्ता गरेका उम्मेदवारहरूको हकमा महानगरीय प्रहरी प्रशिक्षण, महाराजगंज काठमाडौंमा, • प्रदेश प्रहरी कार्यालयमा दरखास्त दर्ता गरेका उम्मेदवारहरूको हकमा सम्बन्धित प्रदेश प्रहरी तालिम केन्द्रहरूमा । [364,1591,732,1638]
table-row [43,564,732,583]
section-heading: १. आवश्यक माग पद संख्या :- [42,331,174,346]
list-item: १. शैक्षिक योग्यता: साधारण लेखपढ गर्न जानेको । [895,1032,1085,1045]
table-cell: दलितका लागि राष्ट्रिय दलित आयोगबाट दलित भनी प्रमाणित भएको प्रमाणपत्रको प्रतिलिपि-१ (एक) प्रति । तर, राष्ट्रिय दलित आयोगबाट सूचिकृत भएको जातिभित्र पर्ने उम्मेदवारको हकमा स्थानीय निकायको प्रमुखको सिफारिसमा प्रमुख जिल्ला अधिकारीबाट प्रमाणित गरिएको प्रमाणपत्र पेस गर्नु पर्नेछ । [79,1364,732,1397]
section-heading: ७. दरखास्तसाथ समावेश गर्नुपर्ने कागजातहरू :- [42,1228,244,1243]
table-cell: पिछडिएको क्षेत्रका लागि (अछाम, कालिकोट, जाजरकोट, जुम्ला, डोल्पा, बझाङ, बाजुरा, मुगु र हुम्ला) जिल्लामा स्थायी बसोबास गरी सम्बन्धित जिल्लाबाट नै नागरिकताको प्रमाणपत्र प्राप्त गरेको तथा सम्बन्धित गाउँपालिका वा नगरपालिकाबाट दरखास्त पेस गर्दाका बखतसम्म सोही स्थानमा स्थायी बसोबास गरेको भनी सिफारिस गरेको । यसरी बसोबास गरेको व्यक्तिको हकमा त्यस्तो नागरिकता आन्तरिक बसाईंसराईको आधारमा अन्य जिल्लाबाट नागरिकता लिएको भए सम्बन्धित जिल्ला प्रशासन कार्यालयबाट सो जिल्लाको नागरिकता पाउने व्यक्ति भनी प्रमाणित गरेको हुनुपर्नेछ । [787,1458,1440,1518]
table-cell: ८ [1311,291,1343,310]
section-heading: ५. आवश्यक न्यूनतम योग्यताहरू :- [750,821,899,836]
list-item: ३. मानव अधिकार र मानवीय कानुनको उल्लङ्घनमा सजायँ नपाएको । [197,824,454,837]
table-cell: १४ [505,388,545,407]
list-item: ४. खेलाडीको हकमा राष्ट्रिय खेलकुद परिषद र राष्ट्रिय खेलकुद परिषदबाट मान्यताप्राप्त संघको राष्ट्रिय प्रतियोगितामा सहभागी भई पदक प्राप्त गरेको, दक्षिण एसियाली, एसियाली र ओलम्पिक खेलमा सहभागी भई उत्कृष्ट प्रदर्शन गरेको वा पुर्व १६, १७ र १९ प्रतियोगिताहरूमा सहभागी भई पदक प्राप्त गरेको वा अन्य अन्तर्राष्ट्रिय प्रतियोगिताहरूमा सहभागी भई पदक प्राप्त गरेको प्रमाणपत्र पेस गर्नु पर्ने । [895,1106,1429,1147]
table-cell: राष्ट्रिय प्रहरी प्रशिक्षण प्रतिष्ठान, महाराजगंज, काठमाडौं । [193,1591,364,1638]
table-cell: ४ [1243,385,1278,404]
table-cell: १ [1200,329,1243,348]
note-text: नोट: प्रहरी कार्यालय सहयोगी (खेलाडी) तर्फ (पुरुष फुटबल, महिला फुटबल, पुरुष भलिबल, महिला भलिबल, क्रिकेट, तेक्वान्दो, भारोत्तोलन, कराँते, जुडो, एथ्लेटिक्स, बक्सिङ, महिला कबड्डि र ब्याडमिन्टन) विधाहरूका खेलाडीहरूले मात्र दरखास्त दर्ता गर्न सकिने छ । [750,408,1440,436]
list-item: ७. आँखा माइनस २ वा प्लस २ भन्दा बढी कमजोर नभएको । [197,913,426,926]
table-cell: २१ [1277,291,1310,310]
list-item: ५. यस विज्ञापनसम्बन्धी सूचना तथा विभिन्न तहको परीक्षाहरूको पाठ्यक्रम नेपाल प्रहरीको वेबसाइट www.nepalpolice.gov.np मा समेत हेर्न सकिनेछ र दरखास्त फाराम सोही वेबसाइटबाट डाउनलोड गरी आवश्यक कागजातहरू संलग्न गरी सम्बन्धित प्रहरी कार्यालयमा पेस गर्न सकिनेछ । [46,1862,732,1890]
table-cell: (घ) [43,1318,79,1365]
notice-banner: नयाँ भर्नासम्बन्धी सूचना !!! [217,240,557,290]
table-cell: १ [1277,347,1310,366]
table-cell: ९ [1343,366,1440,385]
section-heading: ८. परीक्षा विधि र परीक्षा हुने स्थान :- [42,1533,199,1548]
table-cell: ०४(घ) (०७५/७६) [751,347,838,366]
list-item: (ख) महिला: उचाई घटीमा ४ फिट, तौल ४२ के.जी. [895,1091,1087,1104]
list-item: ३. उचाई, छाती र तौल: [895,1061,984,1074]
table-cell: प्रहरी निरीक्षक [43,683,173,716]
table-cell: ३ नं. प्रदेश प्रहरी तालिम केन्द्र, दुधौली सिन्धुली । [811,594,1220,613]
table-cell: (ग) [43,1285,79,1318]
